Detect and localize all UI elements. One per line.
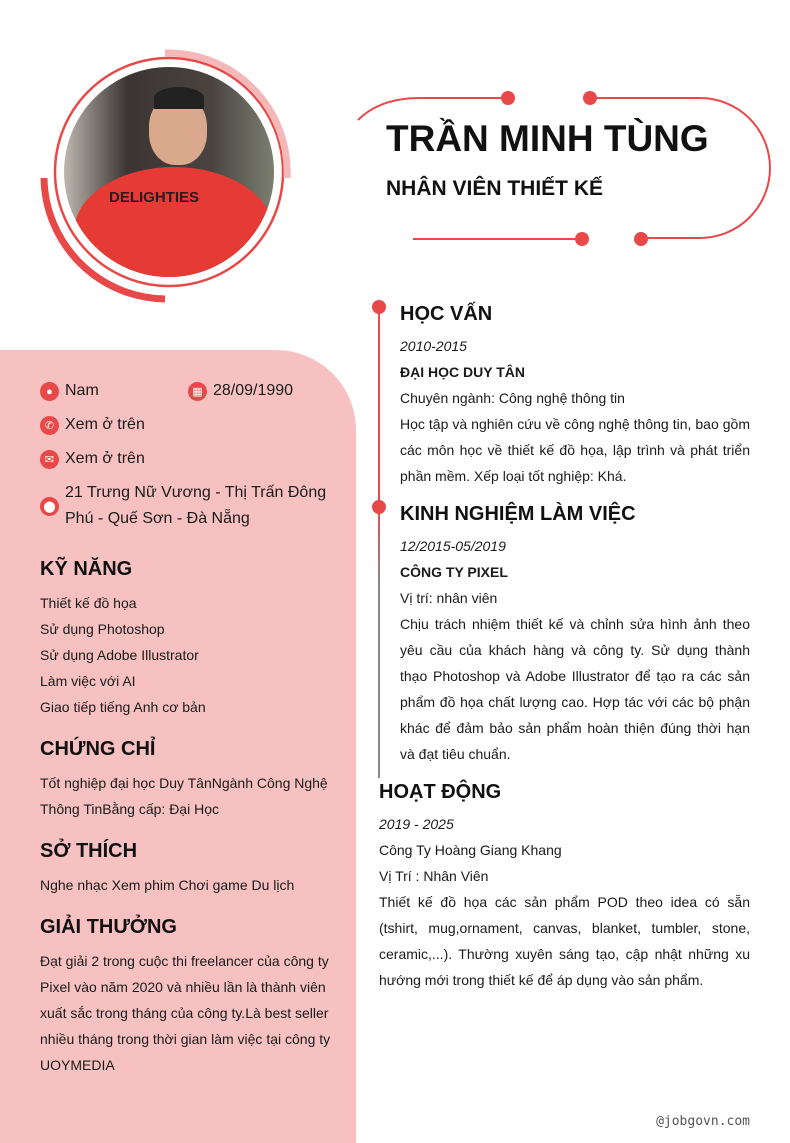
education-section <box>400 333 750 489</box>
email-text: Xem ở trên <box>65 450 145 467</box>
education-major: Chuyên ngành: Công nghệ thông tin <box>400 390 625 406</box>
education-period: 2010-2015 <box>400 338 467 354</box>
certificates-heading: CHỨNG CHỈ <box>40 738 156 760</box>
phone-icon: ✆ <box>40 416 59 435</box>
address-text: 21 Trưng Nữ Vương - Thị Trấn Đông Phú - Quế Sơn - Đà Nẵng <box>65 484 327 527</box>
skill-item: Sử dụng Adobe Illustrator <box>40 647 199 663</box>
gender-info <box>40 378 99 404</box>
job-title: NHÂN VIÊN THIẾT KẾ <box>386 177 604 200</box>
dob-info <box>188 378 293 404</box>
education-heading: HỌC VẤN <box>400 303 493 325</box>
full-name: TRẦN MINH TÙNG <box>386 118 709 159</box>
profile-photo: DELIGHTIES <box>64 67 274 277</box>
location-pin-icon: ⬤ <box>40 497 59 516</box>
experience-period: 12/2015-05/2019 <box>400 538 506 554</box>
hobbies-text: Nghe nhạc Xem phim Chơi game Du lịch <box>40 877 295 893</box>
experience-section <box>400 533 750 767</box>
skill-item: Làm việc với AI <box>40 673 136 689</box>
experience-desc: Chịu trách nhiệm thiết kế và chỉnh sửa hình ảnh theo yêu cầu của khách hàng và công ty. Sử dụng thành thạo Photoshop và Adobe Illustrator để tạo ra các sản phẩm đồ họa chất lượng cao. Hợp tác với các bộ phận khác để đảm bảo sản phẩm hoàn thiện đúng thời hạn và đạt tiêu chuẩn. <box>400 616 750 762</box>
awards-text: Đạt giải 2 trong cuộc thi freelancer của công ty Pixel vào năm 2020 và nhiều lần là thành viên xuất sắc trong tháng của công ty.Là best seller nhiều tháng trong thời gian làm việc tại công ty UOYMEDIA <box>40 953 331 1073</box>
hobbies-heading: SỞ THÍCH <box>40 840 138 862</box>
gender-text: Nam <box>65 382 99 399</box>
skill-item: Thiết kế đồ họa <box>40 595 137 611</box>
address-info <box>40 480 340 532</box>
activities-org: Công Ty Hoàng Giang Khang <box>379 842 562 858</box>
experience-company: CÔNG TY PIXEL <box>400 564 508 580</box>
timeline-dot <box>372 300 386 314</box>
skill-item: Sử dụng Photoshop <box>40 621 165 637</box>
phone-text: Xem ở trên <box>65 416 145 433</box>
certificates-text: Tốt nghiệp đại học Duy TânNgành Công Nghệ Thông TinBằng cấp: Đại Học <box>40 775 328 817</box>
activities-desc: Thiết kế đồ họa các sản phẩm POD theo idea có sẵn (tshirt, mug,ornament, canvas, blanket, tumbler, stone, ceramic,...). Thường xuyên sáng tạo, cập nhật những xu hướng mới trong thiết kế để áp dụng vào sản phẩm. <box>379 894 750 988</box>
activities-section <box>379 811 750 993</box>
timeline-dot <box>372 500 386 514</box>
experience-heading: KINH NGHIỆM LÀM VIỆC <box>400 503 636 525</box>
activities-period: 2019 - 2025 <box>379 816 454 832</box>
education-desc: Học tập và nghiên cứu về công nghệ thông tin, bao gồm các môn học về thiết kế đồ họa, lập trình và phát triển phần mềm. Xếp loại tốt nghiệp: Khá. <box>400 416 750 484</box>
activities-heading: HOẠT ĐỘNG <box>379 781 502 803</box>
user-icon: ● <box>40 382 59 401</box>
timeline-line <box>378 307 380 778</box>
experience-position: Vị trí: nhân viên <box>400 590 498 606</box>
skill-item: Giao tiếp tiếng Anh cơ bản <box>40 699 206 715</box>
calendar-icon: ▦ <box>188 382 207 401</box>
watermark: @jobgovn.com <box>656 1114 750 1129</box>
activities-role: Vị Trí : Nhân Viên <box>379 868 489 884</box>
email-icon: ✉ <box>40 450 59 469</box>
skills-list <box>40 590 340 720</box>
skills-heading: KỸ NĂNG <box>40 558 133 580</box>
awards-heading: GIẢI THƯỞNG <box>40 916 177 938</box>
phone-info <box>40 412 145 438</box>
email-info <box>40 446 145 472</box>
education-school: ĐẠI HỌC DUY TÂN <box>400 364 525 380</box>
dob-text: 28/09/1990 <box>213 382 294 399</box>
